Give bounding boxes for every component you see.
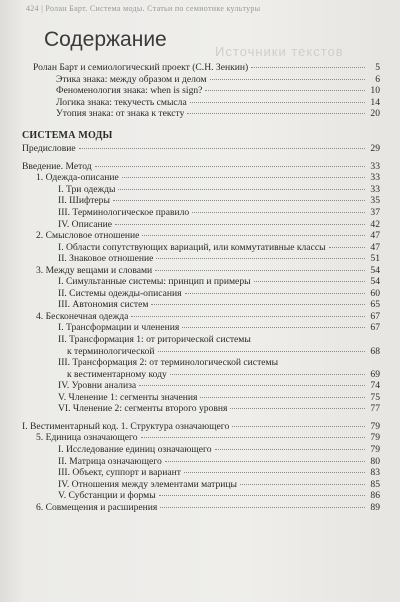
toc-entry-title: 3. Между вещами и словами bbox=[36, 264, 153, 276]
section-heading: СИСТЕМА МОДЫ bbox=[22, 129, 113, 141]
toc-entry-title: IV. Отношения между элементами матрицы bbox=[58, 478, 237, 490]
dot-leader bbox=[139, 385, 365, 386]
toc-entry-page: 67 bbox=[370, 322, 380, 334]
toc-entry-title: I. Исследование единиц означающего bbox=[58, 443, 212, 455]
toc-entry-title: II. Знаковое отношение bbox=[58, 253, 154, 265]
toc-entry-title: 5. Единица означающего bbox=[36, 432, 138, 444]
toc-entry[interactable] bbox=[0, 357, 400, 369]
toc-entry-page: 89 bbox=[370, 501, 380, 513]
toc-entry[interactable] bbox=[0, 97, 400, 109]
dot-leader bbox=[159, 495, 365, 496]
toc-entry-page: 75 bbox=[370, 391, 380, 403]
dot-leader bbox=[142, 235, 365, 236]
toc-entry[interactable] bbox=[0, 62, 400, 74]
toc-entry-page: 65 bbox=[370, 299, 380, 311]
toc-entry[interactable] bbox=[0, 276, 400, 288]
dot-leader bbox=[232, 426, 365, 427]
toc-entry-title: V. Субстанции и формы bbox=[58, 490, 156, 502]
toc-entry-title: 2. Смысловое отношение bbox=[36, 230, 140, 242]
toc-entry-title: II. Трансформация 1: от риторической системы bbox=[58, 334, 251, 346]
main-entries bbox=[0, 143, 400, 513]
toc-entry-title: II. Шифтеры bbox=[58, 195, 110, 207]
toc-entry-title: к терминологической bbox=[67, 345, 155, 357]
toc-entry-title: Феноменология знака: when is sign? bbox=[56, 85, 203, 97]
toc-entry-page: 69 bbox=[370, 368, 380, 380]
toc-entry-title: III. Трансформация 2: от терминологической системы bbox=[58, 357, 279, 369]
page-title: Содержание bbox=[44, 28, 167, 51]
toc-entry-page: 51 bbox=[370, 253, 380, 265]
toc-entry[interactable] bbox=[0, 172, 400, 184]
toc-entry[interactable] bbox=[0, 161, 400, 173]
toc-entry-page: 79 bbox=[370, 432, 380, 444]
toc-entry[interactable] bbox=[0, 299, 400, 311]
toc-entry[interactable] bbox=[0, 143, 400, 155]
toc-entry-title: III. Автономия систем bbox=[58, 299, 149, 311]
dot-leader bbox=[230, 408, 365, 409]
toc-entry[interactable] bbox=[0, 369, 400, 381]
toc-entry-title: V. Членение 1: сегменты значения bbox=[58, 391, 198, 403]
toc-entry-title: Предисловие bbox=[22, 143, 76, 155]
dot-leader bbox=[113, 200, 365, 201]
toc-entry[interactable] bbox=[0, 502, 400, 514]
bleed-through-text: Источники текстов bbox=[215, 44, 344, 59]
dot-leader bbox=[118, 189, 365, 190]
toc-entry-title: Утопия знака: от знака к тексту bbox=[56, 108, 185, 120]
dot-leader bbox=[254, 281, 365, 282]
toc-entry[interactable] bbox=[0, 444, 400, 456]
toc-entry-title: Логика знака: текучесть смысла bbox=[56, 96, 187, 108]
dot-leader bbox=[185, 293, 365, 294]
toc-entry[interactable] bbox=[0, 322, 400, 334]
toc-entry-page: 83 bbox=[370, 467, 380, 479]
dot-leader bbox=[122, 177, 365, 178]
dot-leader bbox=[192, 212, 365, 213]
toc-entry-page: 33 bbox=[370, 172, 380, 184]
toc-entry-title: к вестиментарному коду bbox=[67, 368, 167, 380]
toc-entry-page: 47 bbox=[370, 241, 380, 253]
toc-entry-page: 20 bbox=[370, 108, 380, 120]
dot-leader bbox=[151, 304, 365, 305]
toc-entry-page: 47 bbox=[370, 230, 380, 242]
toc-entry-page: 10 bbox=[370, 85, 380, 97]
toc-entry-title: III. Терминологическое правило bbox=[58, 207, 190, 219]
toc-entry[interactable] bbox=[0, 490, 400, 502]
dot-leader bbox=[210, 79, 365, 80]
toc-entry-title: IV. Уровни анализа bbox=[58, 380, 137, 392]
toc-entry-title: IV. Описание bbox=[58, 218, 113, 230]
toc-entry-page: 33 bbox=[370, 183, 380, 195]
toc-entry[interactable] bbox=[0, 288, 400, 300]
toc-entry-title: 1. Одежда-описание bbox=[36, 172, 119, 184]
dot-leader bbox=[184, 472, 365, 473]
toc-entry-page: 14 bbox=[370, 96, 380, 108]
dot-leader bbox=[240, 484, 365, 485]
toc-entry[interactable] bbox=[0, 85, 400, 97]
toc-entry-page: 80 bbox=[370, 455, 380, 467]
dot-leader bbox=[187, 113, 365, 114]
toc-entry-page: 33 bbox=[370, 160, 380, 172]
toc-entry-page: 5 bbox=[375, 62, 380, 73]
running-head: 424 | Ролан Барт. Система моды. Статьи по семиотике культуры bbox=[26, 4, 261, 13]
dot-leader bbox=[182, 327, 365, 328]
dot-leader bbox=[190, 102, 365, 103]
toc-entry-title: 4. Бесконечная одежда bbox=[36, 310, 129, 322]
dot-leader bbox=[79, 148, 365, 149]
toc-entry[interactable] bbox=[0, 230, 400, 242]
toc-entry[interactable] bbox=[0, 346, 400, 358]
toc-entry[interactable] bbox=[0, 253, 400, 265]
dot-leader bbox=[165, 461, 365, 462]
toc-entry[interactable] bbox=[0, 184, 400, 196]
dot-leader bbox=[95, 166, 365, 167]
toc-entry-page: 79 bbox=[370, 420, 380, 432]
toc-entry-page: 74 bbox=[370, 380, 380, 392]
toc-entry[interactable] bbox=[0, 421, 400, 433]
dot-leader bbox=[115, 224, 365, 225]
toc-entry-page: 37 bbox=[370, 207, 380, 219]
toc-entry-title: I. Трансформации и членения bbox=[58, 322, 180, 334]
toc-entry-page: 60 bbox=[370, 287, 380, 299]
dot-leader bbox=[251, 67, 365, 68]
toc-entry-page: 29 bbox=[370, 143, 380, 155]
toc-entry-title: I. Области сопутствующих вариаций, или коммутативные классы bbox=[58, 241, 326, 253]
toc-entry[interactable] bbox=[0, 265, 400, 277]
toc-entry-page: 68 bbox=[370, 345, 380, 357]
dot-leader bbox=[200, 397, 365, 398]
toc-entry[interactable] bbox=[0, 432, 400, 444]
toc-entry[interactable] bbox=[0, 74, 400, 86]
toc-entry[interactable] bbox=[0, 479, 400, 491]
toc-entry-title: II. Системы одежды-описания bbox=[58, 287, 182, 299]
intro-entries bbox=[0, 62, 400, 120]
toc-entry-title: III. Объект, суппорт и вариант bbox=[58, 467, 181, 479]
toc-entry-page: 85 bbox=[370, 478, 380, 490]
toc-entry-page: 79 bbox=[370, 443, 380, 455]
toc-entry[interactable] bbox=[0, 334, 400, 346]
toc-entry[interactable] bbox=[0, 456, 400, 468]
spacer bbox=[0, 120, 400, 130]
toc-entry-page: 67 bbox=[370, 310, 380, 322]
dot-leader bbox=[170, 374, 365, 375]
toc-entry[interactable] bbox=[0, 403, 400, 415]
toc-entry-title: Введение. Метод bbox=[22, 160, 92, 172]
toc-entry-title: I. Симультанные системы: принцип и примеры bbox=[58, 276, 251, 288]
toc-entry-title: VI. Членение 2: сегменты второго уровня bbox=[58, 403, 228, 415]
toc-entry[interactable] bbox=[0, 207, 400, 219]
dot-leader bbox=[215, 449, 365, 450]
toc-entry-page: 54 bbox=[370, 276, 380, 288]
toc-entry[interactable] bbox=[0, 467, 400, 479]
dot-leader bbox=[158, 351, 365, 352]
toc-entry-page: 86 bbox=[370, 490, 380, 502]
toc-entry-page: 54 bbox=[370, 264, 380, 276]
dot-leader bbox=[155, 270, 365, 271]
dot-leader bbox=[141, 437, 365, 438]
toc-entry[interactable] bbox=[0, 219, 400, 231]
table-of-contents bbox=[0, 62, 400, 513]
toc-entry-title: I. Вестиментарный код. 1. Структура означающего bbox=[22, 420, 230, 432]
toc-entry-page: 35 bbox=[370, 195, 380, 207]
toc-entry[interactable] bbox=[0, 380, 400, 392]
toc-entry[interactable] bbox=[0, 195, 400, 207]
dot-leader bbox=[156, 258, 365, 259]
toc-entry[interactable] bbox=[0, 311, 400, 323]
toc-entry-title: Ролан Барт и семиологический проект (С.Н. Зенкин) bbox=[33, 62, 249, 73]
toc-entry[interactable] bbox=[0, 242, 400, 254]
toc-entry-title: I. Три одежды bbox=[58, 183, 116, 195]
toc-entry-page: 6 bbox=[375, 73, 380, 85]
dot-leader bbox=[329, 247, 365, 248]
dot-leader bbox=[205, 90, 365, 91]
toc-entry-page: 77 bbox=[370, 403, 380, 415]
dot-leader bbox=[131, 316, 365, 317]
toc-entry-title: 6. Совмещения и расширения bbox=[36, 501, 158, 513]
toc-entry[interactable] bbox=[0, 108, 400, 120]
toc-entry[interactable] bbox=[0, 392, 400, 404]
toc-entry-title: Этика знака: между образом и делом bbox=[56, 73, 207, 85]
dot-leader bbox=[160, 507, 365, 508]
toc-entry-page: 42 bbox=[370, 218, 380, 230]
toc-entry-title: II. Матрица означающего bbox=[58, 455, 162, 467]
